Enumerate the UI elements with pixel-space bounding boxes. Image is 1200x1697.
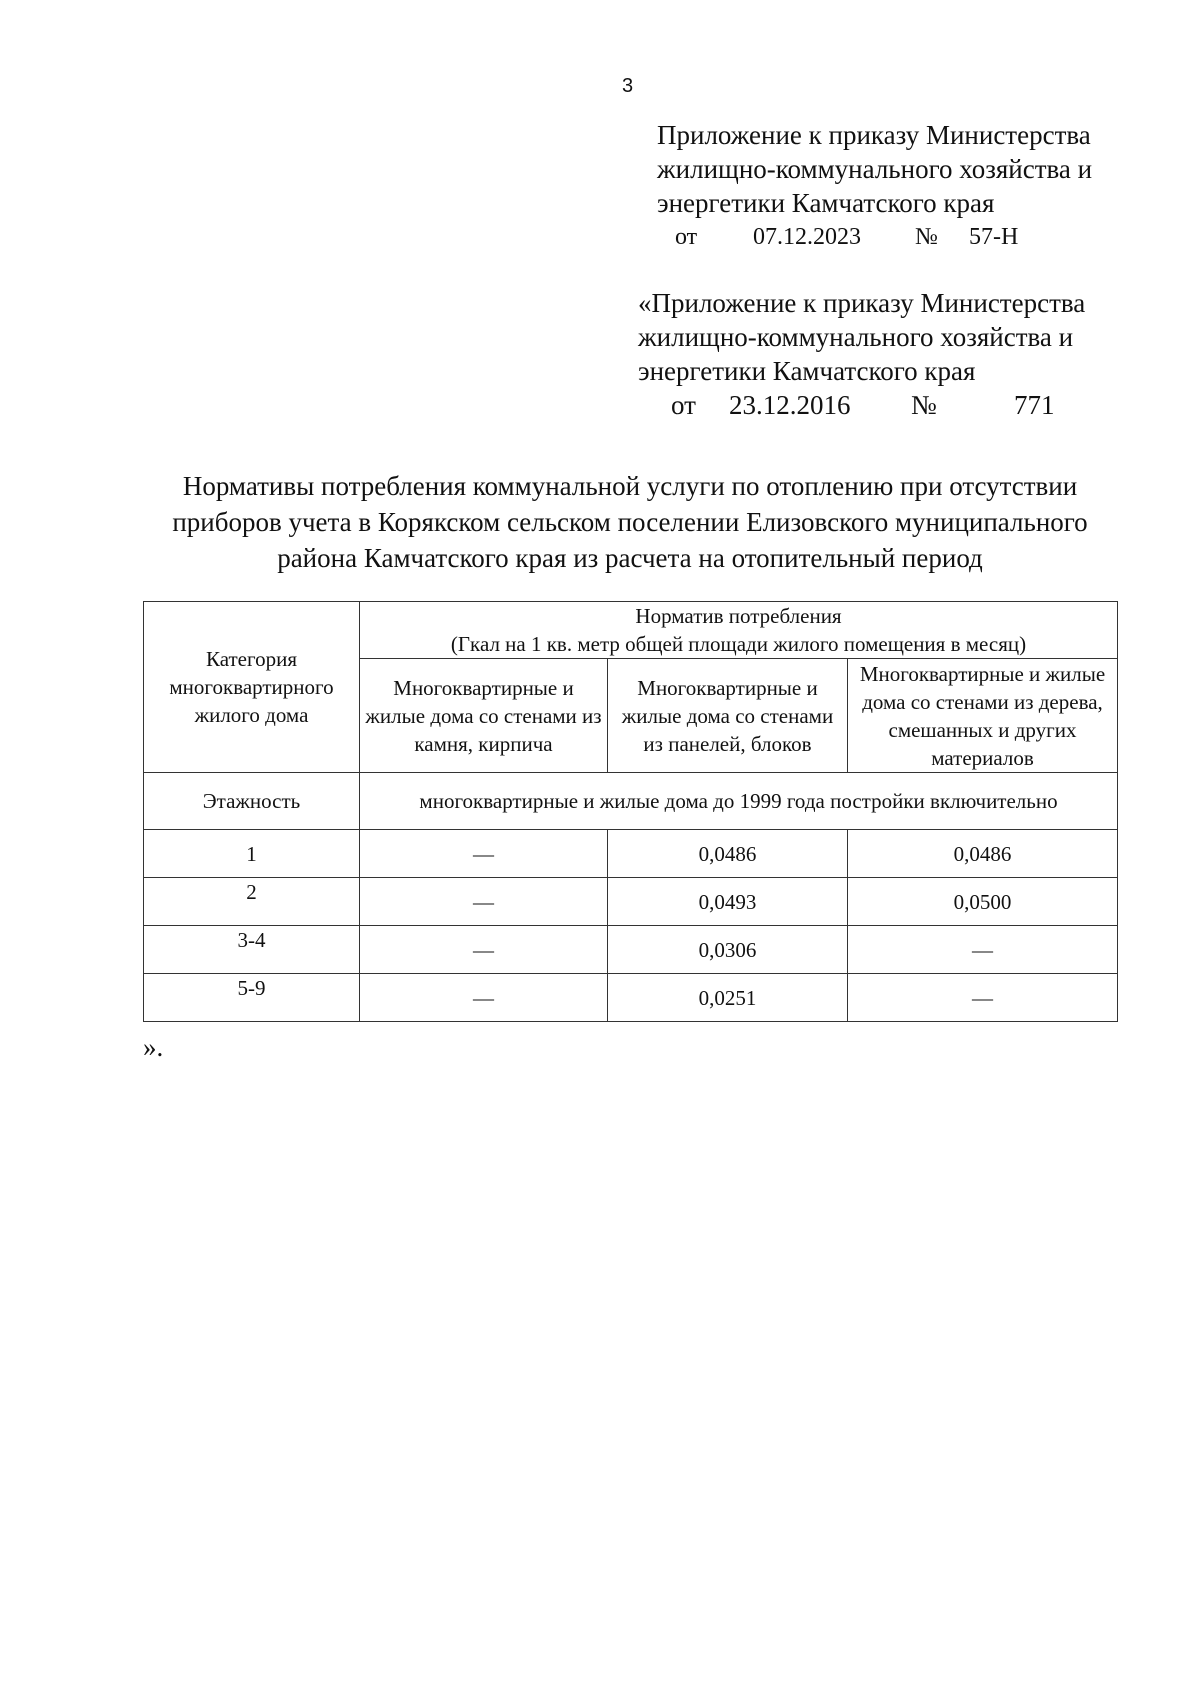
table-row xyxy=(144,926,1118,974)
original-order-from-label: от xyxy=(671,390,696,420)
current-order-date-line xyxy=(657,220,1127,254)
value-cell: — xyxy=(848,926,1118,974)
value-cell: 0,0486 xyxy=(848,830,1118,878)
document-title-line-1: Нормативы потребления коммунальной услуги по отоплению при отсутствии xyxy=(182,471,1078,501)
table-header-row xyxy=(144,602,1118,659)
value-cell: — xyxy=(360,974,608,1022)
current-order-line-1: Приложение к приказу Министерства xyxy=(657,120,1091,150)
value-cell: 0,0306 xyxy=(608,926,848,974)
original-order-line-3: энергетики Камчатского края xyxy=(638,356,976,386)
current-order-from-label: от xyxy=(675,224,698,250)
norm-header-unit: (Гкал на 1 кв. метр общей площади жилого помещения в месяц) xyxy=(450,632,1027,656)
floors-cell: 3-4 xyxy=(144,926,360,974)
consumption-norms-table xyxy=(143,601,1118,1022)
original-order-reference xyxy=(638,286,1118,422)
value-cell: 0,0486 xyxy=(608,830,848,878)
current-order-number-label: № xyxy=(915,224,938,250)
value-cell: 0,0493 xyxy=(608,878,848,926)
table-row xyxy=(144,974,1118,1022)
document-title-line-2: приборов учета в Корякском сельском поселении Елизовского муниципального xyxy=(172,507,1088,537)
original-order-date-line xyxy=(638,388,1118,422)
construction-period-header: многоквартирные и жилые дома до 1999 года постройки включительно xyxy=(360,773,1118,830)
table-period-row xyxy=(144,773,1118,830)
original-order-date: 23.12.2016 xyxy=(729,390,851,420)
current-order-number: 57-Н xyxy=(969,224,1019,250)
closing-quote-mark: ». xyxy=(143,1032,164,1062)
norm-header-title: Норматив потребления xyxy=(635,604,842,628)
original-order-line-1: «Приложение к приказу Министерства xyxy=(638,288,1086,318)
value-cell: 0,0251 xyxy=(608,974,848,1022)
value-cell: — xyxy=(848,974,1118,1022)
norm-header xyxy=(360,602,1118,659)
current-order-line-2: жилищно-коммунального хозяйства и xyxy=(657,154,1093,184)
current-order-date: 07.12.2023 xyxy=(753,224,861,250)
floors-cell: 2 xyxy=(144,878,360,926)
current-order-reference xyxy=(657,118,1127,254)
value-cell: — xyxy=(360,926,608,974)
floors-header: Этажность xyxy=(144,773,360,830)
floors-cell: 5-9 xyxy=(144,974,360,1022)
column-header-wood-mixed: Многоквартирные и жилые дома со стенами из дерева, смешанных и других материалов xyxy=(848,659,1118,773)
page-number: 3 xyxy=(622,75,634,97)
category-header: Категория многоквартирного жилого дома xyxy=(144,602,360,773)
original-order-number-label: № xyxy=(911,390,937,420)
floors-cell: 1 xyxy=(144,830,360,878)
value-cell: — xyxy=(360,878,608,926)
column-header-panel-block: Многоквартирные и жилые дома со стенами из панелей, блоков xyxy=(608,659,848,773)
value-cell: 0,0500 xyxy=(848,878,1118,926)
document-title-line-3: района Камчатского края из расчета на отопительный период xyxy=(277,543,983,573)
original-order-line-2: жилищно-коммунального хозяйства и xyxy=(638,322,1074,352)
column-header-stone-brick: Многоквартирные и жилые дома со стенами из камня, кирпича xyxy=(360,659,608,773)
table-row xyxy=(144,830,1118,878)
original-order-number: 771 xyxy=(1014,390,1055,420)
document-title xyxy=(130,468,1130,576)
current-order-line-3: энергетики Камчатского края xyxy=(657,188,995,218)
table-row xyxy=(144,878,1118,926)
value-cell: — xyxy=(360,830,608,878)
